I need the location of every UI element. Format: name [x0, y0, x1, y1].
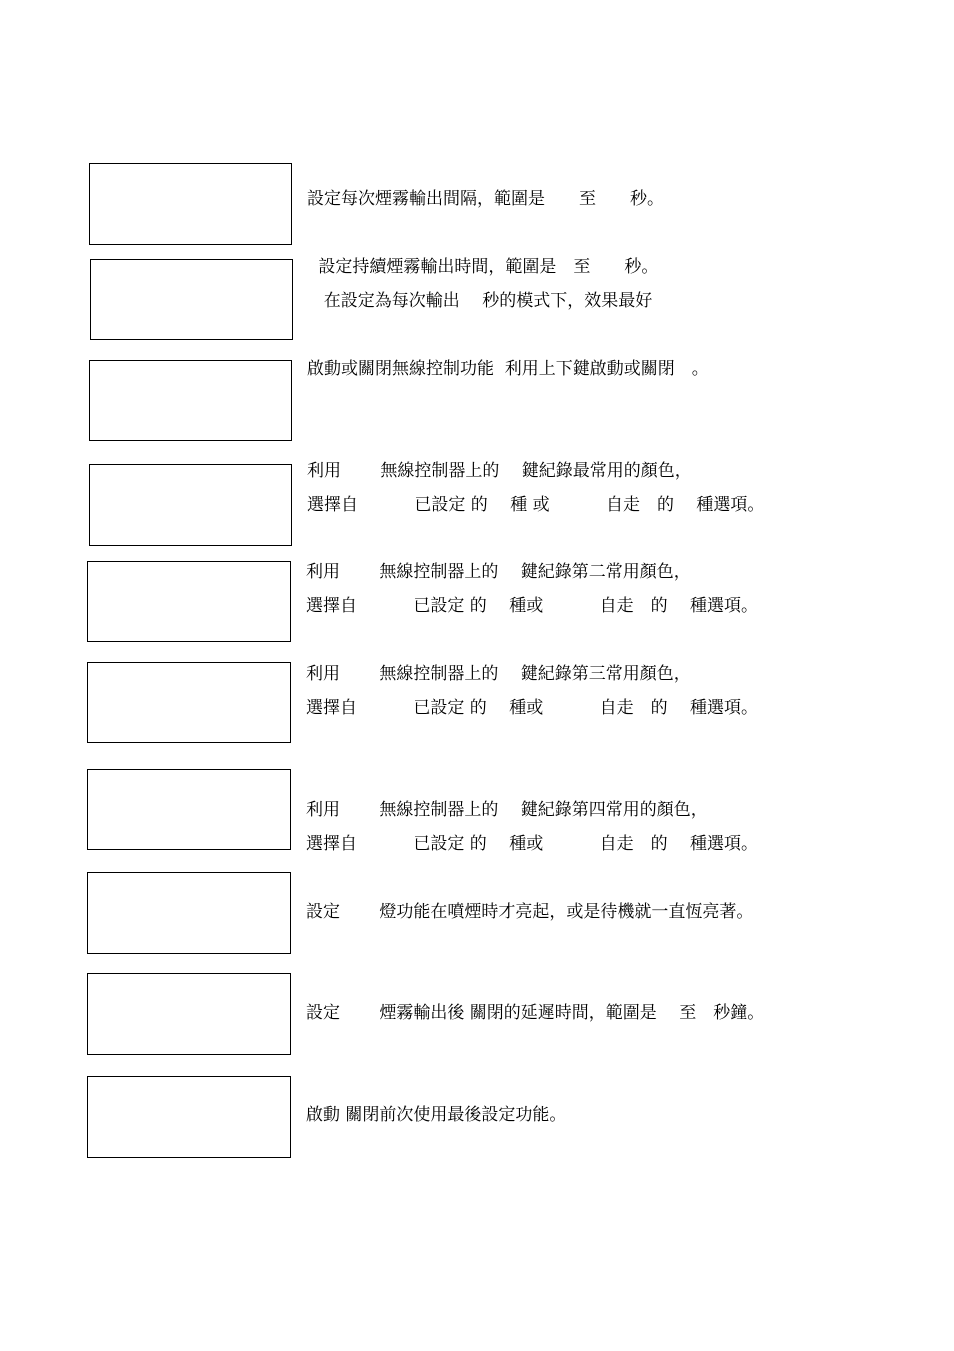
row-5-text-line-2: 選擇自 已設定 的 種或 自走 的 種選項。	[306, 596, 759, 616]
menu-label-box-10	[87, 1076, 291, 1158]
menu-label-box-3	[89, 360, 292, 441]
menu-label-box-1	[89, 163, 292, 245]
row-6-text-line-1: 利用 無線控制器上的 鍵紀錄第三常用顏色，	[306, 664, 691, 684]
menu-label-box-6	[87, 662, 291, 743]
menu-label-box-9	[87, 973, 291, 1055]
row-7-text-line-1: 利用 無線控制器上的 鍵紀錄第四常用的顏色，	[306, 800, 708, 820]
row-7-text-line-2: 選擇自 已設定 的 種或 自走 的 種選項。	[306, 834, 759, 854]
row-2-text-line-2: 在設定為每次輸出 秒的模式下，效果最好	[313, 291, 653, 311]
menu-label-box-8	[87, 872, 291, 954]
menu-label-box-4	[89, 464, 292, 546]
menu-label-box-2	[90, 259, 293, 340]
row-1-text-line-1: 設定每次煙霧輸出間隔，範圍是 至 秒。	[307, 189, 664, 209]
row-9-text-line-1: 設定 煙霧輸出後 關閉的延遲時間，範圍是 至 秒鐘。	[306, 1003, 765, 1023]
menu-label-box-5	[87, 561, 291, 642]
row-8-text-line-1: 設定 燈功能在噴煙時才亮起，或是待機就一直恆亮著。	[306, 902, 754, 922]
row-2-text-line-1: 設定持續煙霧輸出時間，範圍是 至 秒。	[313, 257, 659, 277]
menu-label-box-7	[87, 769, 291, 850]
row-6-text-line-2: 選擇自 已設定 的 種或 自走 的 種選項。	[306, 698, 759, 718]
row-5-text-line-1: 利用 無線控制器上的 鍵紀錄第二常用顏色，	[306, 562, 691, 582]
row-3-text-line-1: 啟動或關閉無線控制功能 利用上下鍵啟動或關閉 。	[307, 359, 709, 379]
row-10-text-line-1: 啟動 關閉前次使用最後設定功能。	[306, 1105, 567, 1125]
row-4-text-line-1: 利用 無線控制器上的 鍵紀錄最常用的顏色，	[307, 461, 692, 481]
row-4-text-line-2: 選擇自 已設定 的 種 或 自走 的 種選項。	[307, 495, 765, 515]
